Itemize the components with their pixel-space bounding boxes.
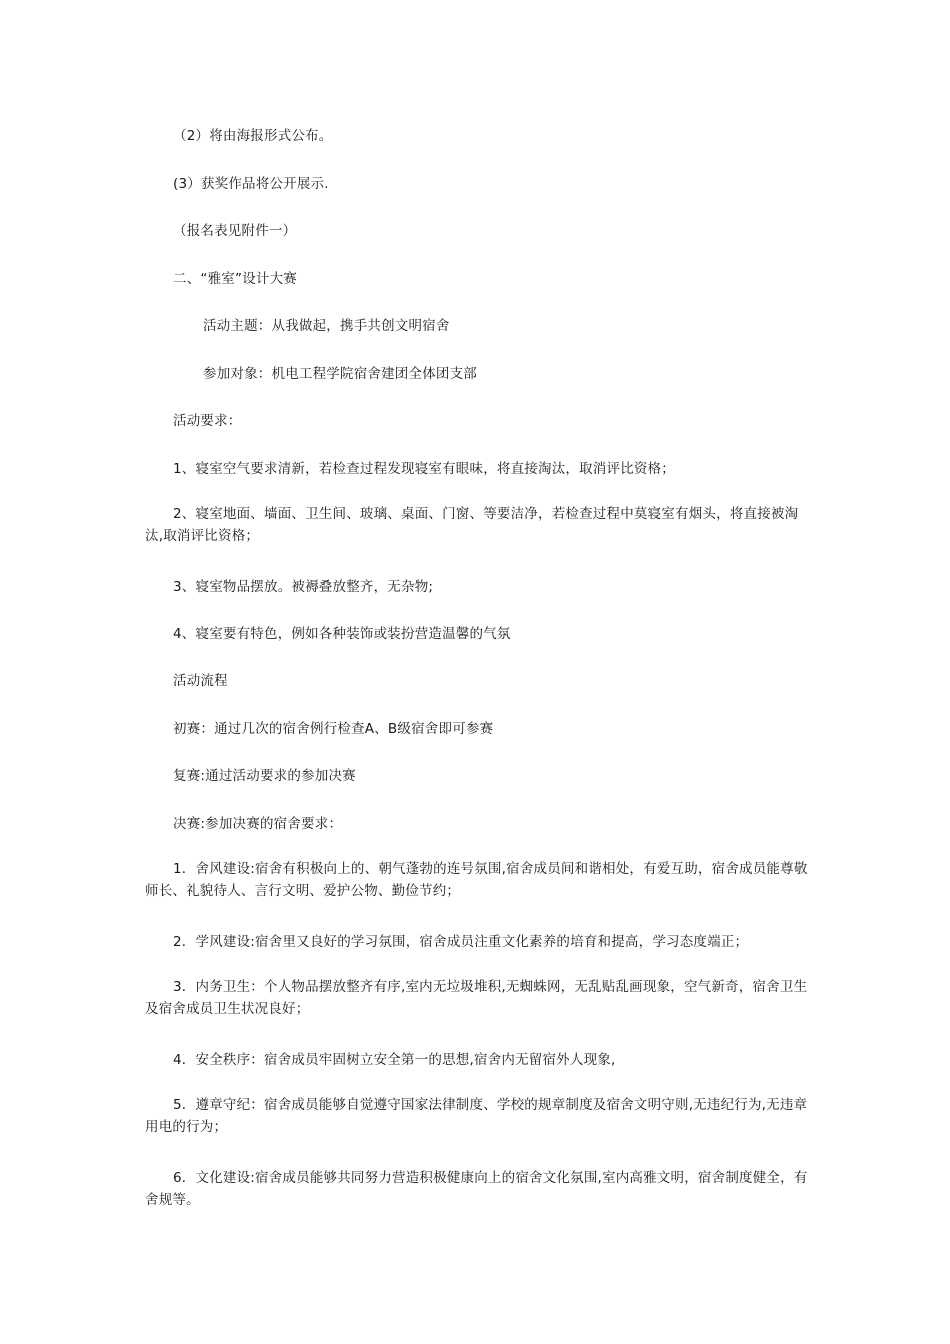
paragraph-process-heading: 活动流程: [173, 673, 228, 689]
requirement-item-1: 1、寝室空气要求清新，若检查过程发现寝室有眼味，将直接淘汰，取消评比资格；: [173, 461, 675, 477]
final-requirement-2: 2．学风建设:宿舍里又良好的学习氛围，宿舍成员注重文化素养的培育和提高，学习态度端正；: [173, 934, 749, 950]
paragraph-registration-note: （报名表见附件一）: [173, 223, 297, 239]
requirement-item-4: 4、寝室要有特色，例如各种装饰或装扮营造温馨的气氛: [173, 626, 511, 642]
paragraph-participants: 参加对象：机电工程学院宿舍建团全体团支部: [203, 366, 477, 382]
paragraph-second-round: 复赛:通过活动要求的参加决赛: [173, 768, 356, 784]
paragraph-award-display: (3）获奖作品将公开展示.: [173, 176, 329, 192]
final-requirement-5: 5．遵章守纪：宿舍成员能够自觉遵守国家法律制度、学校的规章制度及宿舍文明守则,无违纪行为,无违章用电的行为；: [145, 1097, 808, 1135]
section-heading-design-contest: 二、“雅室”设计大赛: [173, 271, 297, 287]
paragraph-publish-poster: （2）将由海报形式公布。: [173, 128, 333, 144]
paragraph-requirements-heading: 活动要求：: [173, 413, 242, 429]
paragraph-final-round: 决赛:参加决赛的宿舍要求：: [173, 816, 343, 832]
requirement-item-3: 3、寝室物品摆放。被褥叠放整齐，无杂物;: [173, 579, 434, 595]
final-requirement-4: 4．安全秩序：宿舍成员牢固树立安全第一的思想,宿舍内无留宿外人现象,: [173, 1052, 616, 1068]
final-requirement-1: 1．舍风建设:宿舍有积极向上的、朝气蓬勃的连号氛围,宿舍成员间和谐相处，有爱互助，宿舍成员能尊敬师长、礼貌待人、言行文明、爱护公物、勤俭节约；: [145, 861, 808, 899]
paragraph-activity-theme: 活动主题：从我做起，携手共创文明宿舍: [203, 318, 450, 334]
requirement-item-2: 2、寝室地面、墙面、卫生间、玻璃、桌面、门窗、等要洁净，若检查过程中莫寝室有烟头，将直接被淘汰,取消评比资格；: [145, 506, 799, 544]
paragraph-preliminary-round: 初赛：通过几次的宿舍例行检查A、B级宿舍即可参赛: [173, 721, 494, 737]
final-requirement-3: 3．内务卫生：个人物品摆放整齐有序,室内无垃圾堆积,无蜘蛛网，无乱贴乱画现象，空气新奇，宿舍卫生及宿舍成员卫生状况良好；: [145, 979, 808, 1017]
final-requirement-6: 6．文化建设:宿舍成员能够共同努力营造积极健康向上的宿舍文化氛围,室内高雅文明，宿舍制度健全，有舍规等。: [145, 1170, 808, 1208]
